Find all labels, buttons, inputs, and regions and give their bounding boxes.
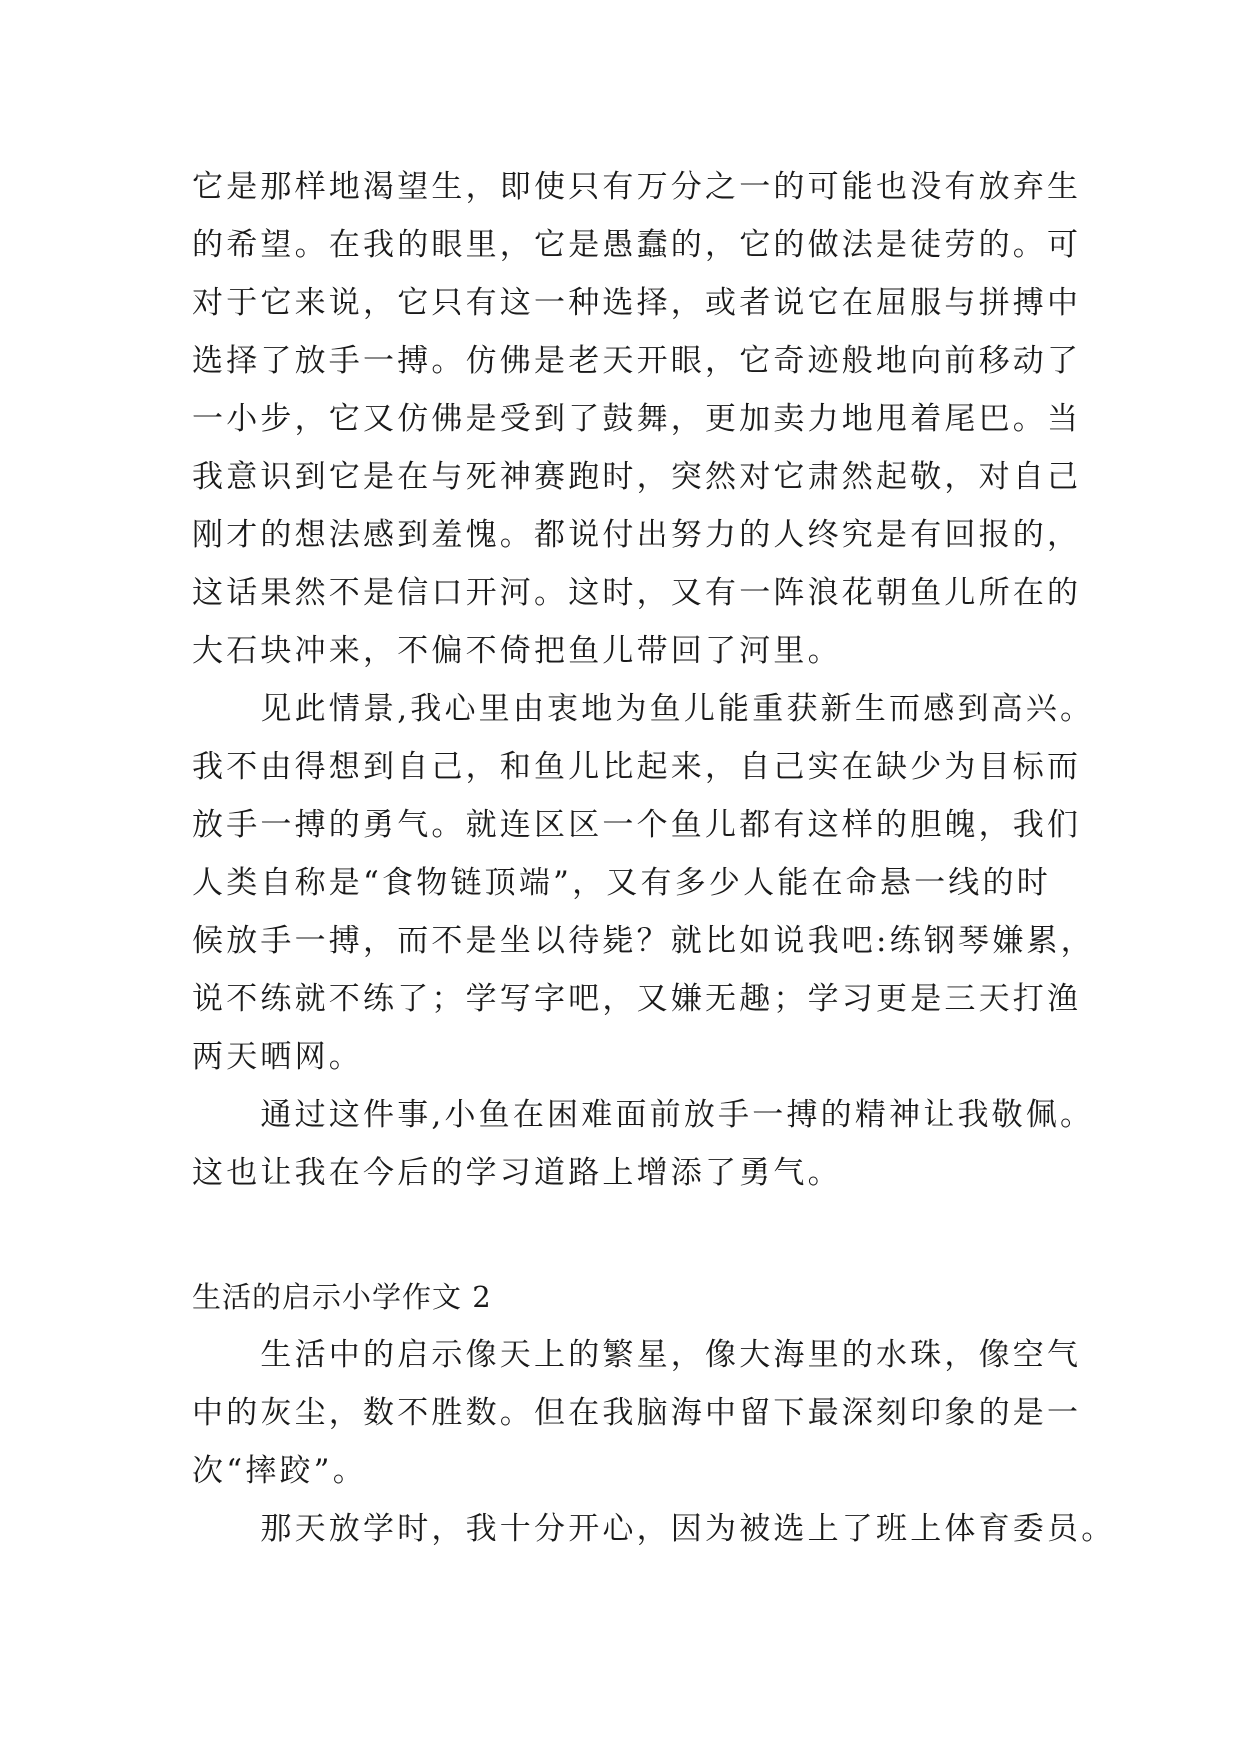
text-line: 我意识到它是在与死神赛跑时，突然对它肃然起敬，对自己 — [192, 459, 1082, 495]
text-line: 通过这件事,小鱼在困难面前放手一搏的精神让我敬佩。 — [192, 1097, 1095, 1133]
document-page — [192, 158, 1116, 1558]
paragraph — [192, 680, 1095, 1086]
essay-1-body — [192, 158, 1095, 1202]
paragraph — [192, 1086, 1095, 1202]
paragraph — [192, 1500, 1116, 1558]
text-line: 它是那样地渴望生，即使只有万分之一的可能也没有放弃生 — [192, 169, 1082, 205]
text-line: 见此情景,我心里由衷地为鱼儿能重获新生而感到高兴。 — [192, 691, 1095, 727]
text-line: 两天晒网。 — [192, 1039, 363, 1075]
text-line: 中的灰尘，数不胜数。但在我脑海中留下最深刻印象的是一 — [192, 1395, 1082, 1431]
text-line: 我不由得想到自己，和鱼儿比起来，自己实在缺少为目标而 — [192, 749, 1082, 785]
paragraph — [192, 1326, 1082, 1500]
text-line: 选择了放手一搏。仿佛是老天开眼，它奇迹般地向前移动了 — [192, 343, 1082, 379]
text-line: 人类自称是“食物链顶端”，又有多少人能在命悬一线的时 — [192, 865, 1051, 901]
text-line: 的希望。在我的眼里，它是愚蠢的，它的做法是徒劳的。可 — [192, 227, 1082, 263]
section-spacer — [192, 1202, 1054, 1268]
text-line: 刚才的想法感到羞愧。都说付出努力的人终究是有回报的， — [192, 517, 1082, 553]
text-line: 候放手一搏，而不是坐以待毙？就比如说我吧:练钢琴嫌累， — [192, 923, 1095, 959]
text-line: 说不练就不练了；学写字吧，又嫌无趣；学习更是三天打渔 — [192, 981, 1082, 1017]
paragraph — [192, 158, 1082, 680]
essay-2 — [192, 1268, 1116, 1558]
text-line: 一小步，它又仿佛是受到了鼓舞，更加卖力地甩着尾巴。当 — [192, 401, 1082, 437]
text-line: 生活中的启示像天上的繁星，像大海里的水珠，像空气 — [192, 1337, 1082, 1373]
text-line: 对于它来说，它只有这一种选择，或者说它在屈服与拼搏中 — [192, 285, 1082, 321]
text-line: 这也让我在今后的学习道路上增添了勇气。 — [192, 1155, 842, 1191]
essay-title: 生活的启示小学作文 2 — [192, 1280, 492, 1314]
text-line: 放手一搏的勇气。就连区区一个鱼儿都有这样的胆魄，我们 — [192, 807, 1082, 843]
text-line: 大石块冲来，不偏不倚把鱼儿带回了河里。 — [192, 633, 842, 669]
text-line: 那天放学时，我十分开心，因为被选上了班上体育委员。 — [192, 1511, 1116, 1547]
text-line: 次“摔跤”。 — [192, 1453, 367, 1489]
text-line: 这话果然不是信口开河。这时，又有一阵浪花朝鱼儿所在的 — [192, 575, 1082, 611]
